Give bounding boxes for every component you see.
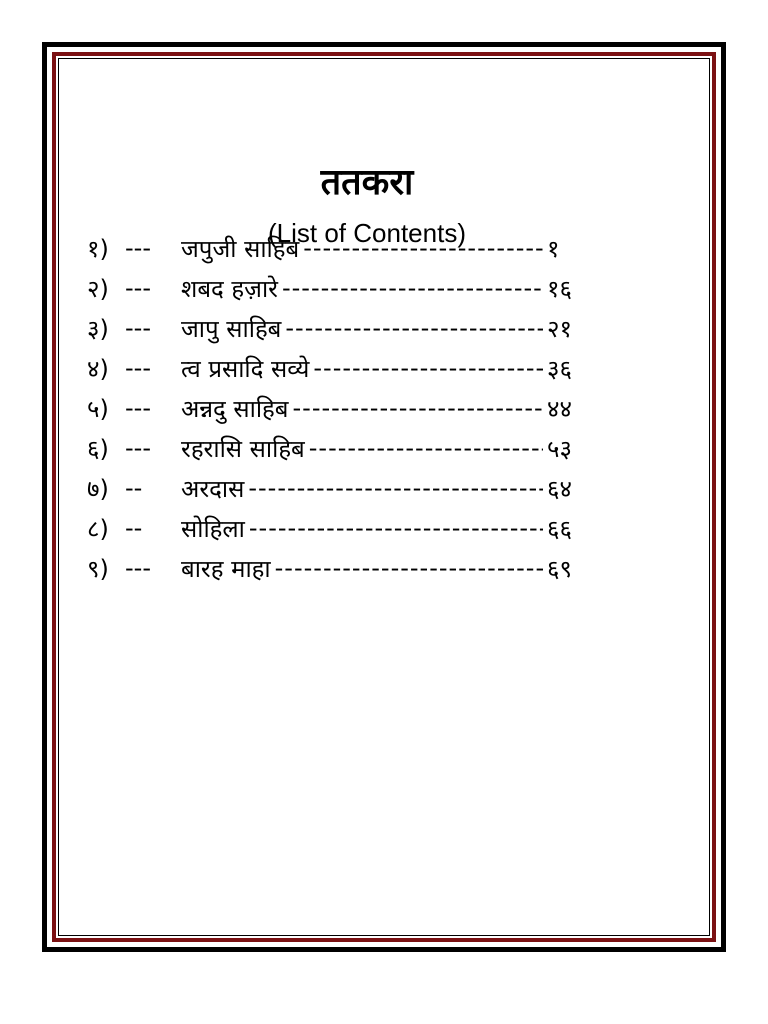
toc-entry-number: ५) (87, 394, 109, 423)
toc-entry-lead-dashes: --- (125, 434, 151, 462)
toc-entry-title: अन्नदु साहिब (181, 394, 289, 423)
toc-leader-dashes (313, 354, 543, 382)
toc-entry-number: ८) (87, 514, 109, 543)
toc-entry-title: बारह माहा (181, 554, 271, 583)
toc-entry-page: २१ (547, 314, 572, 343)
toc-entry-9 (87, 548, 587, 588)
toc-leader-dashes (309, 434, 543, 462)
toc-entry-number: ३) (87, 314, 109, 343)
toc-entry-title: रहरासि साहिब (181, 434, 305, 463)
toc-leader-dashes (248, 474, 543, 502)
page-subtitle: (List of Contents) (268, 218, 466, 248)
toc-entry-title: त्व प्रसादि सव्ये (181, 354, 310, 383)
toc-entry-title: सोहिला (181, 514, 245, 543)
toc-entry-number: ६) (87, 434, 109, 463)
toc-entry-lead-dashes: --- (125, 234, 151, 262)
toc-entry-page: १६ (547, 274, 572, 303)
toc-entry-8 (87, 508, 587, 548)
toc-entry-title: अरदास (181, 474, 245, 503)
toc-entry-page: ५३ (547, 434, 572, 463)
toc-entry-lead-dashes: --- (125, 274, 151, 302)
toc-entry-page: १ (547, 234, 560, 263)
toc-entry-page: ६९ (547, 554, 572, 583)
toc-entry-page: ४४ (547, 394, 572, 423)
toc-entry-page: ६४ (547, 474, 572, 503)
toc-leader-dashes (303, 234, 543, 262)
toc-entry-5 (87, 388, 587, 428)
toc-entry-number: २) (87, 274, 109, 303)
toc-entry-page: ३६ (547, 354, 572, 383)
toc-entry-lead-dashes: --- (125, 354, 151, 382)
toc-leader-dashes (282, 274, 543, 302)
toc-entry-number: ७) (87, 474, 109, 503)
toc-entry-3 (87, 308, 587, 348)
toc-entry-page: ६६ (547, 514, 572, 543)
toc-entry-lead-dashes: -- (125, 514, 143, 542)
toc-entry-number: ९) (87, 554, 109, 583)
toc-entry-lead-dashes: --- (125, 394, 151, 422)
toc-entry-title: शबद हज़ारे (181, 274, 278, 303)
toc-entry-title: जापु साहिब (181, 314, 282, 343)
toc-leader-dashes (249, 514, 543, 542)
toc-leader-dashes (275, 554, 543, 582)
toc-entry-title: जपुजी साहिब (181, 234, 300, 263)
table-of-contents (87, 228, 587, 588)
toc-leader-dashes (293, 394, 544, 422)
toc-entry-lead-dashes: -- (125, 474, 143, 502)
toc-entry-7 (87, 468, 587, 508)
toc-entry-6 (87, 428, 587, 468)
toc-entry-number: ४) (87, 354, 109, 383)
page-title: ततकरा (320, 162, 414, 203)
toc-entry-lead-dashes: --- (125, 314, 151, 342)
toc-entry-lead-dashes: --- (125, 554, 151, 582)
toc-leader-dashes (285, 314, 543, 342)
toc-entry-2 (87, 268, 587, 308)
toc-entry-1 (87, 228, 587, 268)
toc-entry-number: १) (87, 234, 109, 263)
toc-entry-4 (87, 348, 587, 388)
